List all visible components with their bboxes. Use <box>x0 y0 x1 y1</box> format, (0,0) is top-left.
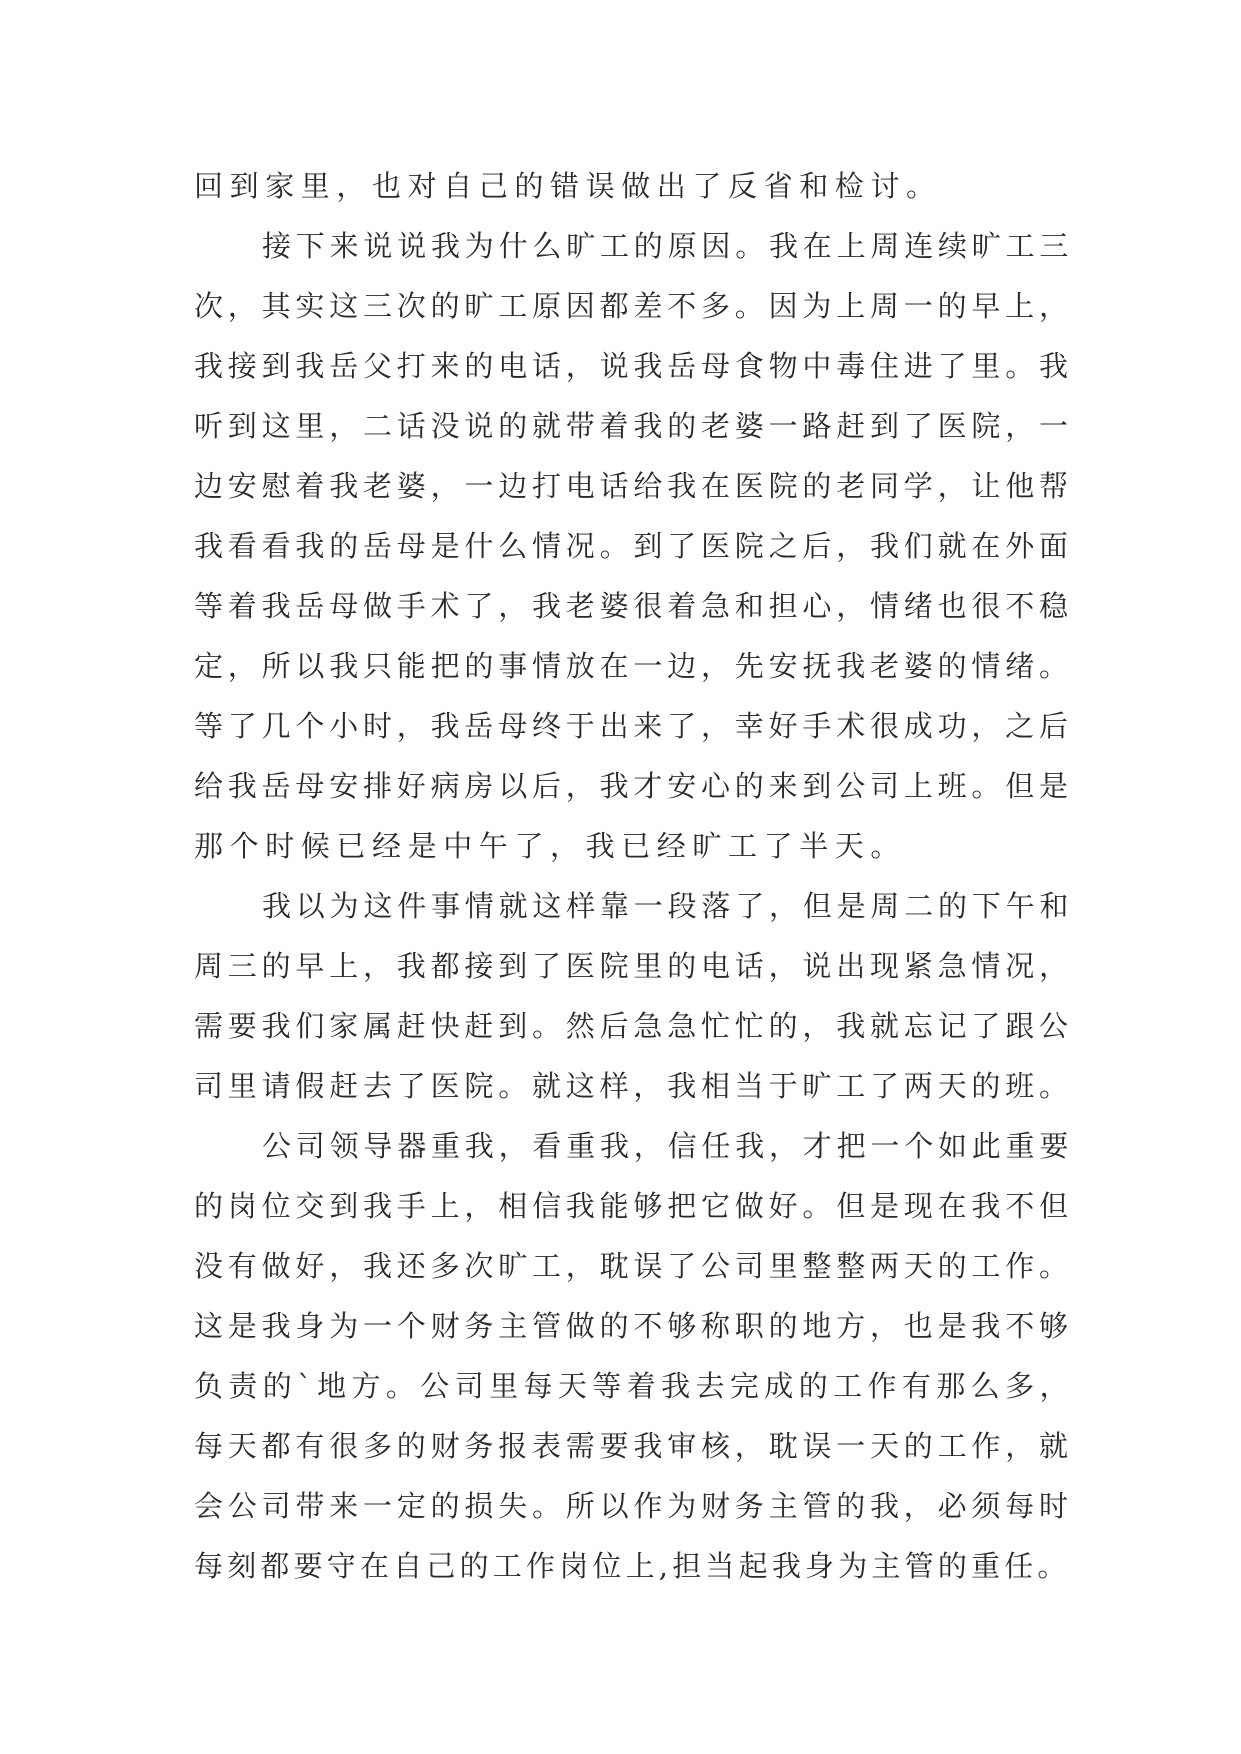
text-line: 需要我们家属赶快赶到。然后急急忙忙的，我就忘记了跟公 <box>194 1009 1073 1043</box>
text-line: 听到这里，二话没说的就带着我的老婆一路赶到了医院，一 <box>194 409 1073 443</box>
text-line: 负责的`地方。公司里每天等着我去完成的工作有那么多， <box>194 1369 1074 1403</box>
text-line: 没有做好，我还多次旷工，耽误了公司里整整两天的工作。 <box>194 1249 1073 1283</box>
text-line: 的岗位交到我手上，相信我能够把它做好。但是现在我不但 <box>194 1189 1073 1223</box>
text-line: 每刻都要守在自己的工作岗位上,担当起我身为主管的重任。 <box>194 1549 1071 1583</box>
text-line: 等着我岳母做手术了，我老婆很着急和担心，情绪也很不稳 <box>194 589 1073 623</box>
text-line: 那个时候已经是中午了，我已经旷工了半天。 <box>194 829 907 863</box>
paragraph-first-line: 接下来说说我为什么旷工的原因。我在上周连续旷工三 <box>262 229 1074 263</box>
text-line: 等了几个小时，我岳母终于出来了，幸好手术很成功，之后 <box>194 709 1073 743</box>
paragraph-first-line: 公司领导器重我，看重我，信任我，才把一个如此重要 <box>262 1129 1074 1163</box>
document-body <box>194 156 1074 1596</box>
text-line: 每天都有很多的财务报表需要我审核，耽误一天的工作，就 <box>194 1429 1073 1463</box>
text-line: 周三的早上，我都接到了医院里的电话，说出现紧急情况， <box>194 949 1073 983</box>
text-line: 我看看我的岳母是什么情况。到了医院之后，我们就在外面 <box>194 529 1073 563</box>
text-line: 次，其实这三次的旷工原因都差不多。因为上周一的早上， <box>194 289 1073 323</box>
text-line: 这是我身为一个财务主管做的不够称职的地方，也是我不够 <box>194 1309 1073 1343</box>
text-line: 回到家里，也对自己的错误做出了反省和检讨。 <box>194 169 942 203</box>
text-line: 定，所以我只能把的事情放在一边，先安抚我老婆的情绪。 <box>194 649 1073 683</box>
text-line: 司里请假赶去了医院。就这样，我相当于旷工了两天的班。 <box>194 1069 1073 1103</box>
text-line: 给我岳母安排好病房以后，我才安心的来到公司上班。但是 <box>194 769 1073 803</box>
text-line: 边安慰着我老婆，一边打电话给我在医院的老同学，让他帮 <box>194 469 1073 503</box>
paragraph-first-line: 我以为这件事情就这样靠一段落了，但是周二的下午和 <box>262 889 1074 923</box>
text-line: 我接到我岳父打来的电话，说我岳母食物中毒住进了里。我 <box>194 349 1073 383</box>
text-line: 会公司带来一定的损失。所以作为财务主管的我，必须每时 <box>194 1489 1073 1523</box>
